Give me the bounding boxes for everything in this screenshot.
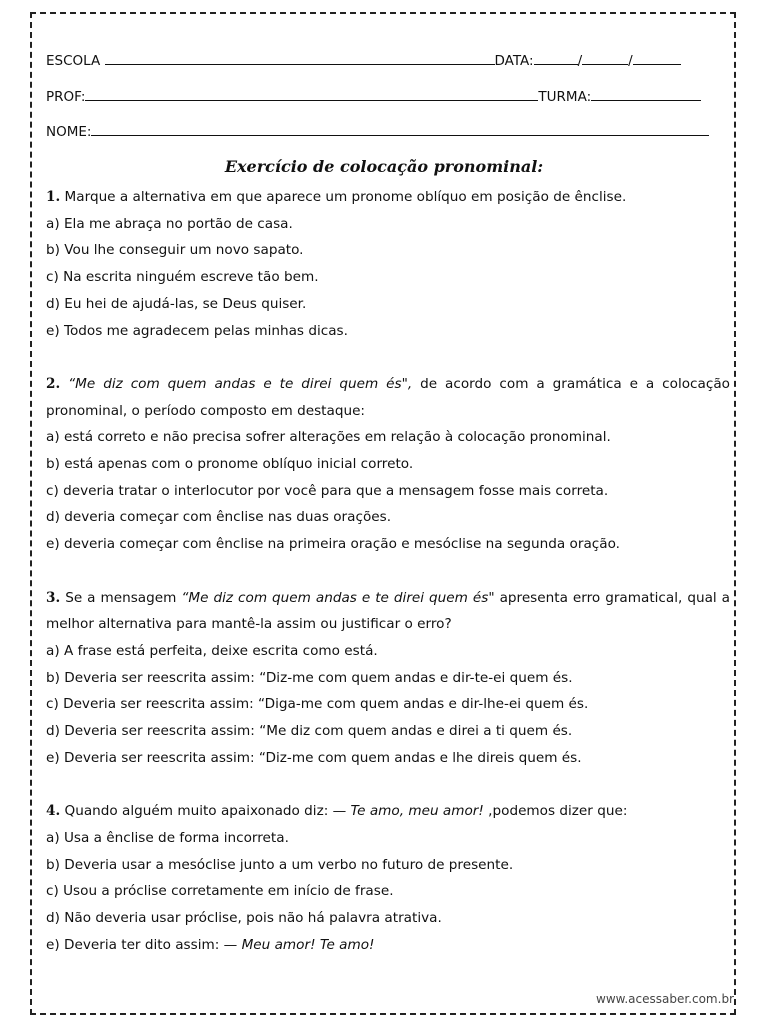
option[interactable]: e) deveria começar com ênclise na primeira oração e mesóclise na segunda oração. (46, 536, 620, 553)
option[interactable]: a) Ela me abraça no portão de casa. (46, 215, 293, 232)
question-number: 4. (46, 803, 61, 820)
option[interactable]: d) Deveria ser reescrita assim: “Me diz com quem andas e direi a ti quem és. (46, 723, 573, 740)
escola-label: ESCOLA (46, 53, 101, 69)
escola-row (46, 51, 681, 69)
option[interactable]: c) Usou a próclise corretamente em início de frase. (46, 883, 394, 900)
option[interactable]: e) Todos me agradecem pelas minhas dicas. (46, 322, 348, 339)
option[interactable]: c) Na escrita ninguém escreve tão bem. (46, 269, 319, 286)
option[interactable]: a) está correto e não precisa sofrer alterações em relação à colocação pronominal. (46, 429, 611, 446)
date-year-field[interactable] (633, 51, 681, 65)
data-label: DATA: (494, 53, 534, 69)
prof-row (46, 87, 701, 105)
option[interactable] (46, 932, 730, 959)
question-1 (46, 184, 730, 211)
option-text: e) Deveria ter dito assim: — (46, 936, 238, 953)
option[interactable]: a) Usa a ênclise de forma incorreta. (46, 829, 289, 846)
escola-field[interactable] (105, 51, 495, 65)
question-number: 1. (46, 189, 61, 205)
turma-field[interactable] (591, 87, 701, 101)
question-text: " apresenta erro gramatical, qual a melhor alternativa para mantê-la assim ou justificar o erro? (46, 589, 730, 633)
question-number: 2. (46, 375, 61, 392)
question-text: Quando alguém muito apaixonado diz: — (64, 803, 347, 820)
question-text: ,podemos dizer que: (488, 803, 628, 820)
prof-label: PROF: (46, 89, 86, 105)
option[interactable]: d) deveria começar com ênclise nas duas orações. (46, 509, 392, 526)
option[interactable]: e) Deveria ser reescrita assim: “Diz-me com quem andas e lhe direis quem és. (46, 749, 582, 766)
option[interactable]: c) deveria tratar o interlocutor por você para que a mensagem fosse mais correta. (46, 482, 609, 499)
date-day-field[interactable] (534, 51, 578, 65)
prof-field[interactable] (85, 87, 538, 101)
date-separator: / (577, 53, 583, 69)
question-3 (46, 585, 730, 638)
question-2 (46, 371, 730, 424)
question-text: Se a mensagem (65, 589, 177, 606)
option[interactable]: b) Deveria usar a mesóclise junto a um verbo no futuro de presente. (46, 856, 514, 873)
footer-url: www.acessaber.com.br (596, 992, 734, 1006)
nome-field[interactable] (91, 122, 709, 136)
option[interactable]: b) Vou lhe conseguir um novo sapato. (46, 242, 304, 259)
exercise-body (46, 184, 730, 958)
date-separator: / (628, 53, 633, 69)
question-text: de acordo com a gramática e a colocação pronominal, o período composto em destaque: (46, 375, 730, 419)
option[interactable]: b) está apenas com o pronome oblíquo inicial correto. (46, 456, 414, 473)
option[interactable]: a) A frase está perfeita, deixe escrita como está. (46, 642, 378, 659)
question-text: Marque a alternativa em que aparece um pronome oblíquo em posição de ênclise. (64, 189, 627, 205)
question-quote: “Me diz com quem andas e te direi quem és", (68, 375, 413, 392)
question-quote: “Me diz com quem andas e te direi quem és (181, 589, 489, 606)
question-number: 3. (46, 589, 61, 606)
turma-label: TURMA: (538, 89, 592, 105)
option[interactable]: d) Não deveria usar próclise, pois não há palavra atrativa. (46, 909, 442, 926)
question-4 (46, 798, 730, 825)
option-quote: Meu amor! Te amo! (241, 936, 375, 953)
option[interactable]: c) Deveria ser reescrita assim: “Diga-me com quem andas e dir-lhe-ei quem és. (46, 696, 589, 713)
question-quote: Te amo, meu amor! (350, 803, 484, 820)
nome-label: NOME: (46, 124, 92, 140)
option[interactable]: d) Eu hei de ajudá-las, se Deus quiser. (46, 295, 307, 312)
option[interactable]: b) Deveria ser reescrita assim: “Diz-me com quem andas e dir-te-ei quem és. (46, 669, 573, 686)
page-title: Exercício de colocação pronominal: (224, 157, 544, 176)
date-month-field[interactable] (582, 51, 628, 65)
nome-row (46, 122, 709, 140)
